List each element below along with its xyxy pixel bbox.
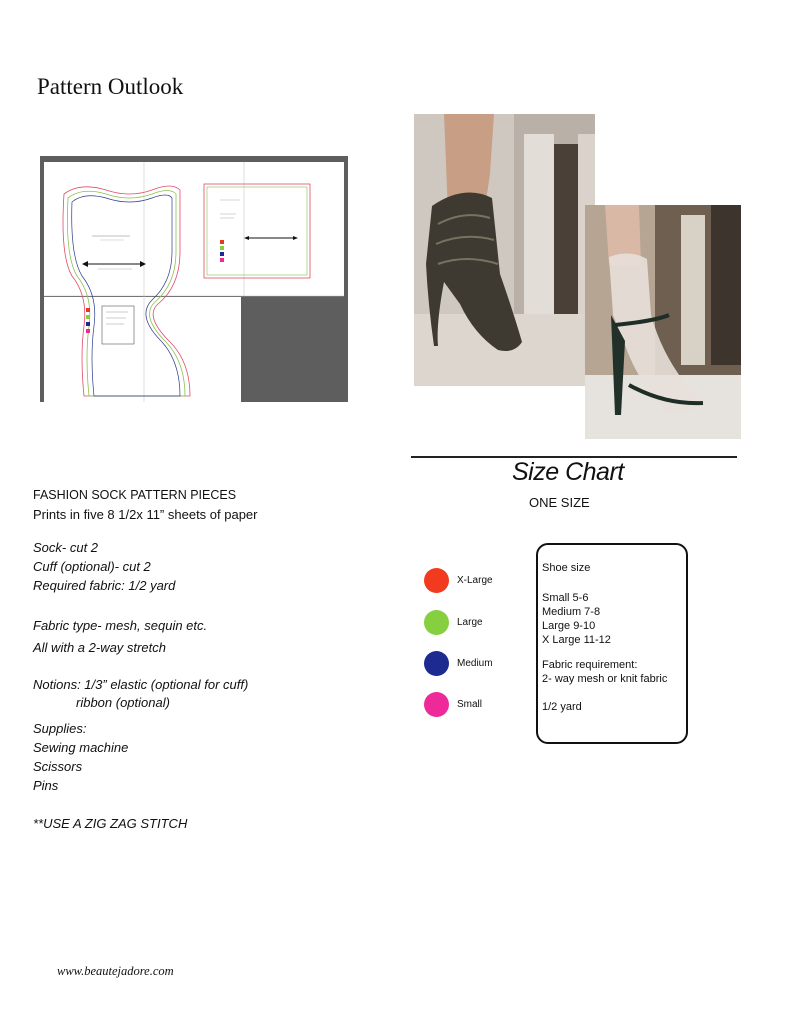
pattern-pieces-heading: FASHION SOCK PATTERN PIECES <box>33 488 237 502</box>
ribbon-line: ribbon (optional) <box>76 695 170 710</box>
fabric-type <box>33 615 207 659</box>
shoe-size-heading: Shoe size <box>542 562 591 574</box>
legend-label: X-Large <box>457 575 493 586</box>
legend-item-large <box>424 610 534 636</box>
supplies <box>33 719 128 795</box>
supply-item: Sewing machine <box>33 740 129 755</box>
color-swatch <box>424 610 449 635</box>
legend-label: Large <box>457 617 483 628</box>
supply-item: Pins <box>33 778 59 793</box>
fabric-requirement-text: 2- way mesh or knit fabric <box>542 673 668 685</box>
legend-label: Small <box>457 699 483 710</box>
color-swatch <box>424 651 449 676</box>
shoe-size-item: X Large 11-12 <box>542 634 611 646</box>
sock-cut-line: Sock- cut 2 <box>33 540 99 555</box>
pattern-pieces-subheading: Prints in five 8 1/2x 11” sheets of paper <box>33 507 258 522</box>
fabric-type-line: Fabric type- mesh, sequin etc. <box>33 618 208 633</box>
cuff-cut-line: Cuff (optional)- cut 2 <box>33 559 151 574</box>
supply-item: Scissors <box>33 759 83 774</box>
sequin-sock-photo <box>414 114 595 386</box>
fabric-requirement-heading: Fabric requirement: <box>542 659 638 671</box>
stitch-note: **USE A ZIG ZAG STITCH <box>33 816 188 831</box>
legend-label: Medium <box>457 658 493 669</box>
legend-item-xlarge <box>424 568 534 594</box>
pattern-preview <box>40 156 348 402</box>
legend-item-small <box>424 692 534 718</box>
fabric-amount: 1/2 yard <box>542 701 582 713</box>
mesh-sock-photo <box>585 205 741 439</box>
size-chart-subtitle: ONE SIZE <box>529 495 590 510</box>
required-fabric-line: Required fabric: 1/2 yard <box>33 578 176 593</box>
page-title: Pattern Outlook <box>37 74 184 99</box>
notions <box>33 676 248 712</box>
shoe-size-item: Large 9-10 <box>542 620 596 632</box>
supplies-heading: Supplies: <box>33 721 87 736</box>
shoe-size-list <box>542 591 682 647</box>
footer-website: www.beautejadore.com <box>57 964 174 978</box>
shoe-size-item: Small 5-6 <box>542 592 589 604</box>
notions-line: Notions: 1/3” elastic (optional for cuff) <box>33 677 249 692</box>
size-chart-title: Size Chart <box>512 458 624 486</box>
stretch-line: All with a 2-way stretch <box>33 640 166 655</box>
cutting-instructions <box>33 538 175 595</box>
fabric-requirement <box>542 658 682 686</box>
shoe-size-box <box>536 543 688 744</box>
pattern-lines <box>40 156 348 402</box>
color-swatch <box>424 568 449 593</box>
shoe-size-item: Medium 7-8 <box>542 606 601 618</box>
color-swatch <box>424 692 449 717</box>
legend-item-medium <box>424 651 534 677</box>
